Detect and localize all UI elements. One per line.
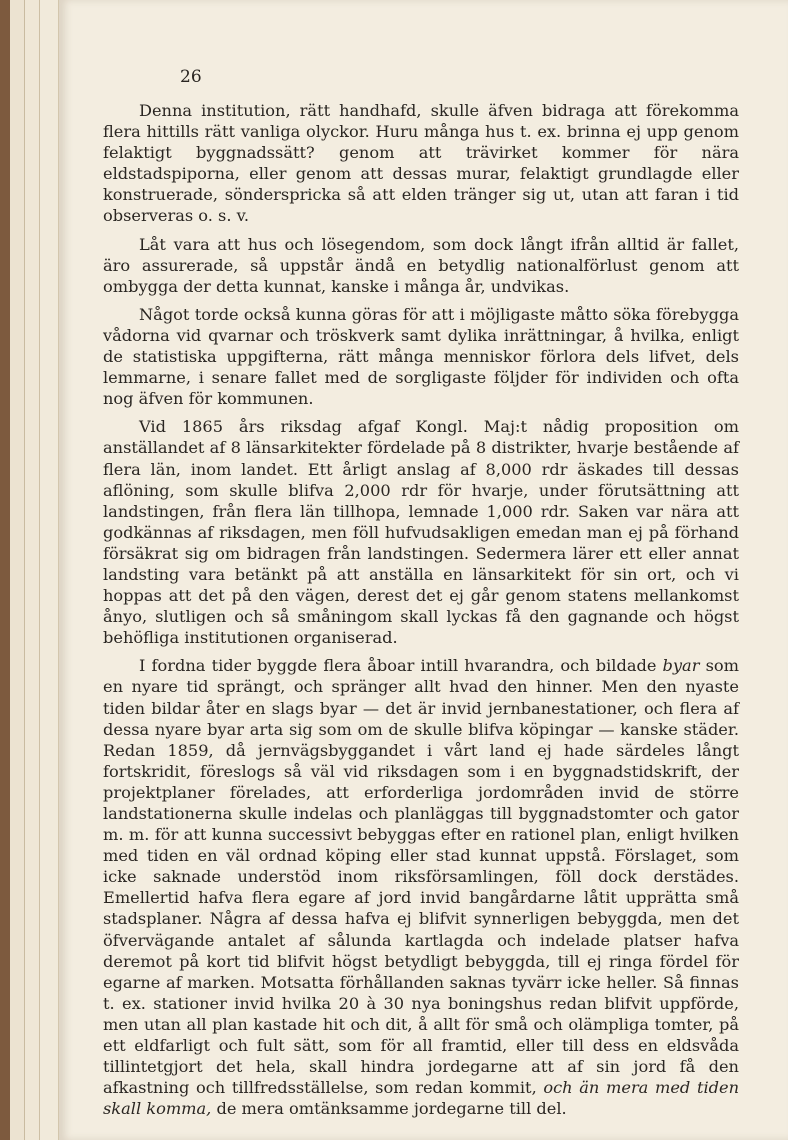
paragraph-2: Låt vara att hus och lösegendom, som dock långt ifrån alltid är fallet, äro assurerade, så uppstår ändå en betydlig nationalförlust genom att ombygga der detta kunnat, kanske i många år, undvikas. (103, 234, 739, 296)
paragraph-5-italic-phrase: och än mera med tiden skall komma, (103, 1078, 739, 1119)
page-number: 26 (180, 67, 202, 87)
paragraph-1: Denna institution, rätt handhafd, skulle äfven bidraga att förekomma flera hittills rätt vanliga olyckor. Huru många hus t. ex. brinna ej upp genom felaktigt byggnadssätt? genom att trävirket kommer för nära eldstadspiporna, eller genom att dessas murar, felaktigt grundlagde eller konstruerade, sönderspricka så att elden tränger sig ut, utan att faran i tid observeras o. s. v. (103, 101, 739, 226)
paragraph-5-italic-byar: byar (662, 656, 700, 676)
page-edge (40, 0, 59, 1140)
book-edge-dark (0, 0, 10, 1140)
paragraph-5-part-2: som en nyare tid sprängt, och spränger allt hvad den hinner. Men den nyaste tiden bildar åter en slags byar — det är invid jernbanestationer, och flera af dessa nyare byar arta sig som om de skulle blifva köpingar — kanske städer. Redan 1859, då jernvägsbyggandet i vårt land ej hade särdeles långt fortskridit, föreslogs så väl vid riksdagen som i en byggnadstidskrift, der projektplaner förelades, att erforderliga jordområden invid de större landstationerna skulle indelas och planläggas till byggnadstomter och gator m. m. för att kunna successivt bebyggas efter en rationel plan, enligt hvilken med tiden en väl ordnad köping eller stad kunnat uppstå. Förslaget, som icke saknade understöd inom riksförsamlingen, föll dock derstädes. Emellertid hafva flera egare af jord invid bangårdarne låtit upprätta små stadsplaner. Några af dessa hafva ej blifvit synnerligen bebyggda, men det öfvervägande antalet af sålunda kartlagda och indelade platser hafva deremot på kort tid blifvit högst betydligt bebyggda, till ej ringa fördel för egarne af marken. Motsatta förhållanden saknas tyvärr icke heller. Så finnas t. ex. stationer invid hvilka 20 à 30 nya boningshus redan blifvit uppförde, men utan all plan kastade hit och dit, å allt för små och olämpliga tomter, på ett eldfarligt och fult sätt, som för all framtid, eller till dess en eldsvåda tillintetgjort det hela, skall hindra jordegarne att af sin jord få den afkastning och tillfredsställelse, som redan kommit, (103, 656, 739, 1098)
paragraph-3: Något torde också kunna göras för att i möjligaste måtto söka förebygga vådorna vid qvarnar och tröskverk samt dylika inrättningar, å hvilka, enligt de statistiska uppgifterna, rätt många menniskor förlora dels lifvet, dels lemmarne, i senare fallet med de sorgligaste följder för individen och ofta nog äfven för kommunen. (103, 304, 739, 409)
paragraph-5-part-3: de mera omtänksamme jordegarne till del. (211, 1099, 567, 1119)
paragraph-4: Vid 1865 års riksdag afgaf Kongl. Maj:t nådig proposition om anställandet af 8 länsarkitekter fördelade på 8 distrikter, hvarje bestående af flera län, inom landet. Ett årligt anslag af 8,000 rdr äskades till dessas aflöning, som skulle blifva 2,000 rdr för hvarje, under förutsättning att landstingen, från flera län tillhopa, lemnade 1,000 rdr. Saken var nära att godkännas af riksdagen, men föll hufvudsakligen emedan man ej på förhand försäkrat sig om bidragen från landstingen. Sedermera lärer ett eller annat landsting vara betänkt på att anställa en länsarkitekt för sin ort, och vi hoppas att det på den vägen, derest det ej går genom statens mellankomst ånyo, slutligen och så småningom skall lyckas få den gagnande och högst behöfliga institutionen organiserad. (103, 417, 739, 648)
paragraph-5-part-1: I fordna tider byggde flera åboar intill hvarandra, och bildade (139, 656, 663, 676)
body-text (103, 100, 739, 1126)
page-edge (25, 0, 40, 1140)
page-edge (10, 0, 25, 1140)
paragraph-5 (103, 655, 739, 1119)
